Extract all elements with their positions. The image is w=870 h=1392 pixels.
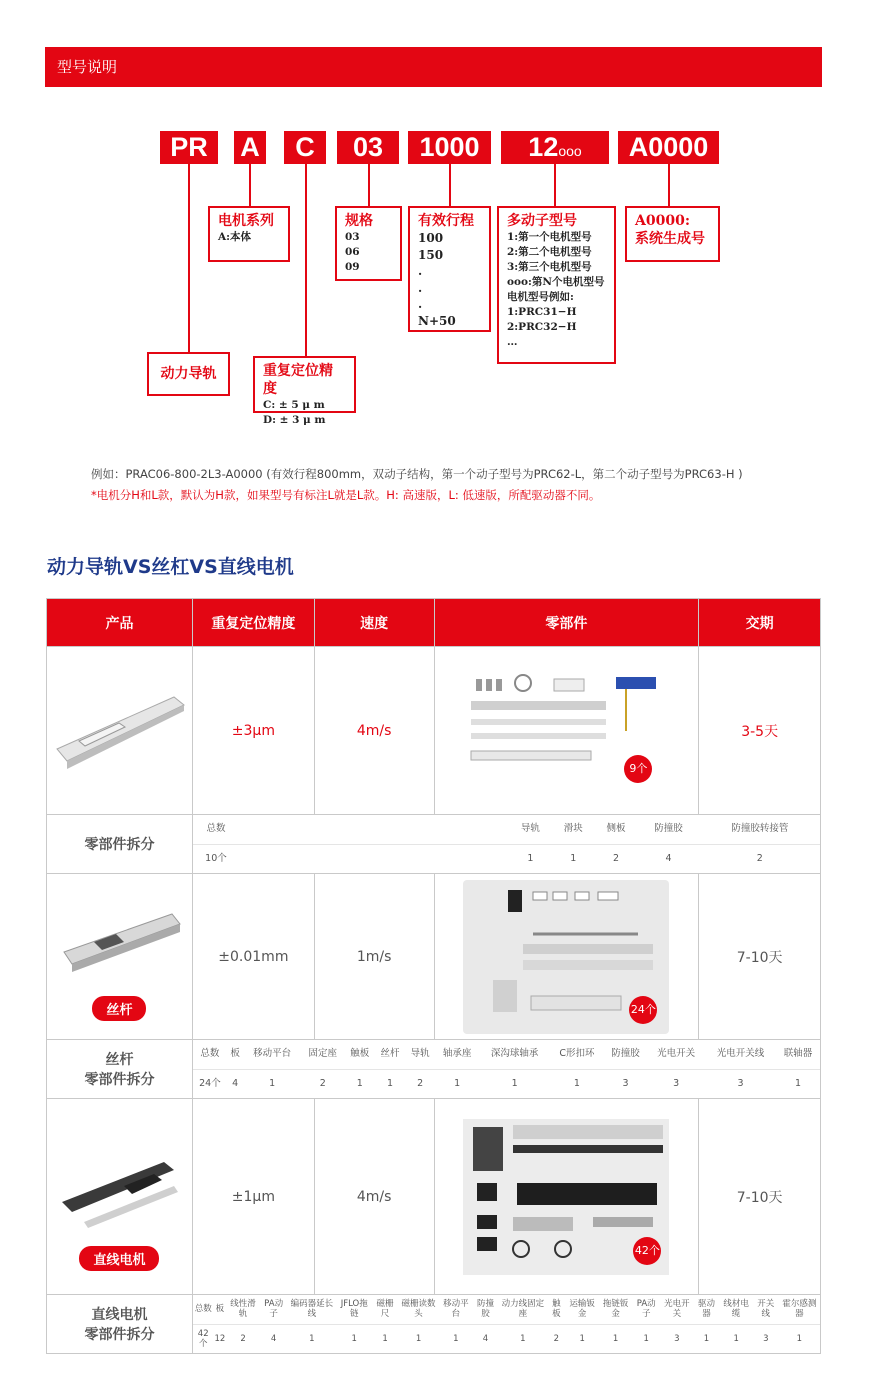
- breakdown-val: 3: [622, 1077, 629, 1089]
- breakdown-title-b: 零部件拆分: [84, 1072, 155, 1088]
- comparison-table: [46, 598, 821, 1354]
- breakdown-head: 固定座: [301, 1040, 345, 1069]
- section-title: 动力导轨VS丝杠VS直线电机: [47, 556, 294, 578]
- breakdown-val: 1: [269, 1077, 276, 1089]
- breakdown-head: 总数: [193, 1040, 227, 1069]
- header-precision: 重复定位精度: [192, 599, 314, 647]
- box-mover: [497, 206, 616, 364]
- breakdown-val: 2: [613, 852, 620, 864]
- table-row: [47, 647, 821, 815]
- lead-cell: 7-10天: [699, 874, 821, 1040]
- code-pr: PR: [160, 131, 218, 164]
- breakdown-row: [47, 1040, 821, 1099]
- breakdown-head: 拖链钣金: [599, 1295, 632, 1324]
- breakdown-val: 1: [612, 1333, 619, 1344]
- parts-count-badge: 42个: [633, 1237, 661, 1265]
- box-precision-line: C: ± 5 μ m: [263, 399, 325, 411]
- lead-cell: 3-5天: [699, 647, 821, 815]
- box-guide: [147, 352, 230, 396]
- breakdown-val: 1: [796, 1333, 803, 1344]
- breakdown-val: 4: [665, 852, 672, 864]
- code-system: A0000: [618, 131, 719, 164]
- box-stroke-line: 100: [418, 231, 444, 245]
- breakdown-title-a: 丝杆: [105, 1052, 134, 1068]
- product-image-linear: [47, 1099, 193, 1295]
- breakdown-head: 侧板: [595, 815, 638, 844]
- breakdown-val: 1: [454, 1077, 461, 1089]
- box-mover-line: 2:第二个电机型号: [507, 246, 592, 258]
- breakdown-val: 1: [703, 1333, 710, 1344]
- parts-count-badge: 9个: [624, 755, 652, 783]
- box-spec-line: 09: [345, 261, 360, 273]
- breakdown-val: 3: [737, 1077, 744, 1089]
- breakdown-head: PA动子: [260, 1295, 288, 1324]
- breakdown-head: 联轴器: [776, 1040, 820, 1069]
- breakdown-val: 1: [527, 852, 534, 864]
- breakdown-head: 防撞胶转接管: [700, 815, 820, 844]
- box-series-title: 电机系列: [218, 213, 274, 229]
- code-stroke: 1000: [408, 131, 491, 164]
- product-image-guide: [47, 647, 193, 815]
- breakdown-title: 零部件拆分: [47, 815, 193, 874]
- header-speed: 速度: [314, 599, 434, 647]
- breakdown-title-a: 直线电机: [91, 1307, 148, 1323]
- box-stroke-line: 150: [418, 247, 444, 262]
- breakdown-val: 3: [673, 1077, 680, 1089]
- box-system-line: 系统生成号: [635, 231, 705, 247]
- box-stroke-title: 有效行程: [418, 213, 474, 229]
- box-mover-line: ooo:第N个电机型号: [507, 276, 605, 288]
- breakdown-val: 4: [232, 1077, 239, 1089]
- breakdown-spacer: [239, 844, 509, 873]
- breakdown-val: 1: [511, 1077, 518, 1089]
- breakdown-val: 1: [643, 1333, 649, 1344]
- section-banner: 型号说明: [45, 47, 822, 87]
- header-product: 产品: [47, 599, 193, 647]
- breakdown-val: 1: [733, 1333, 739, 1344]
- code-c: C: [284, 131, 326, 164]
- box-stroke: [408, 206, 491, 332]
- parts-image: [463, 880, 669, 1034]
- precision-cell: ±3μm: [192, 647, 314, 815]
- box-system-title: A0000:: [635, 213, 690, 229]
- breakdown-head: JFLO拖链: [336, 1295, 372, 1324]
- breakdown-head: 轴承座: [435, 1040, 479, 1069]
- breakdown-table: [193, 1295, 820, 1353]
- breakdown-val: 2: [417, 1077, 424, 1089]
- box-precision-line: D: ± 3 μ m: [263, 414, 326, 426]
- connector: [368, 164, 370, 206]
- breakdown-val: 1: [386, 1077, 393, 1089]
- breakdown-head: 霍尔感测器: [779, 1295, 820, 1324]
- header-lead: 交期: [699, 599, 821, 647]
- breakdown-title-b: 零部件拆分: [84, 1327, 155, 1343]
- product-image-screw: [47, 874, 193, 1040]
- breakdown-cell: [192, 1040, 820, 1099]
- breakdown-val: 1: [573, 1077, 580, 1089]
- box-mover-title: 多动子型号: [507, 213, 577, 229]
- breakdown-spacer: [239, 815, 509, 844]
- box-spec-title: 规格: [345, 213, 373, 229]
- code-mover-suffix: ooo: [558, 143, 582, 159]
- example-text: 例如：PRAC06-800-2L3-A0000 (有效行程800mm，双动子结构，第一个动子型号为PRC62-L，第二个动子型号为PRC63-H ): [91, 467, 743, 481]
- header-parts: 零部件: [434, 599, 699, 647]
- breakdown-head: 开关线: [753, 1295, 779, 1324]
- power-guide-image: [49, 679, 189, 779]
- breakdown-head: 运输钣金: [565, 1295, 598, 1324]
- breakdown-head: 丝杆: [375, 1040, 405, 1069]
- breakdown-val: 1: [309, 1333, 315, 1344]
- code-mover: [501, 131, 609, 164]
- parts-cell: [434, 1099, 699, 1295]
- box-series: [208, 206, 290, 262]
- breakdown-val: 1: [453, 1333, 459, 1344]
- breakdown-head: 线材电缆: [719, 1295, 752, 1324]
- breakdown-head: 触板: [345, 1040, 375, 1069]
- parts-cell: [434, 874, 699, 1040]
- box-stroke-line: N+50: [418, 313, 456, 328]
- connector: [554, 164, 556, 206]
- breakdown-row: [47, 1295, 821, 1354]
- breakdown-head: 磁栅读数头: [398, 1295, 439, 1324]
- breakdown-head: C形扣环: [550, 1040, 603, 1069]
- breakdown-val: 42个: [197, 1328, 209, 1349]
- breakdown-val: 4: [482, 1333, 489, 1344]
- box-spec-line: 06: [345, 246, 360, 258]
- ball-screw-image: [54, 892, 184, 992]
- speed-cell: 1m/s: [314, 874, 434, 1040]
- breakdown-cell: [192, 1295, 820, 1354]
- breakdown-val: 2: [756, 852, 763, 864]
- breakdown-val: 1: [351, 1333, 357, 1344]
- table-row: [47, 1099, 821, 1295]
- breakdown-head: 光电开关线: [705, 1040, 776, 1069]
- breakdown-val: 1: [579, 1333, 585, 1344]
- box-mover-line: 3:第三个电机型号: [507, 261, 592, 273]
- box-precision: [253, 356, 356, 426]
- box-mover-line: 电机型号例如:: [507, 291, 574, 303]
- breakdown-table: [193, 1040, 820, 1098]
- box-stroke-line: .: [418, 264, 423, 278]
- breakdown-head: 编码器延长线: [287, 1295, 336, 1324]
- box-system: [625, 206, 720, 262]
- breakdown-head: 防撞胶: [637, 815, 699, 844]
- breakdown-val: 3: [763, 1333, 769, 1344]
- code-mover-main: 12: [528, 132, 559, 162]
- box-mover-line: 1:第一个电机型号: [507, 231, 592, 243]
- box-mover-line: 1:PRC31−H: [507, 306, 577, 318]
- product-pill-linear: 直线电机: [79, 1246, 159, 1271]
- breakdown-val: 24个: [199, 1077, 221, 1089]
- breakdown-val: 12: [214, 1333, 226, 1344]
- breakdown-val: 4: [270, 1333, 277, 1344]
- speed-cell: 4m/s: [314, 1099, 434, 1295]
- box-mover-line: 2:PRC32−H: [507, 321, 577, 333]
- parts-cell: [434, 647, 699, 815]
- breakdown-head: 导轨: [509, 815, 552, 844]
- breakdown-val: 1: [795, 1077, 802, 1089]
- box-spec-line: 03: [345, 231, 360, 243]
- breakdown-head: 磁栅尺: [372, 1295, 398, 1324]
- breakdown-head: 深沟球轴承: [479, 1040, 550, 1069]
- connector: [305, 164, 307, 356]
- box-spec: [335, 206, 402, 281]
- breakdown-cell: [192, 815, 820, 874]
- lead-cell: 7-10天: [699, 1099, 821, 1295]
- breakdown-head: 滑块: [552, 815, 595, 844]
- breakdown-table: [193, 815, 820, 873]
- breakdown-head: 总数: [193, 1295, 213, 1324]
- breakdown-head: 板: [227, 1040, 244, 1069]
- breakdown-title: [47, 1040, 193, 1099]
- breakdown-val: 1: [356, 1077, 363, 1089]
- connector: [188, 164, 190, 352]
- code-a: A: [234, 131, 266, 164]
- parts-image: [466, 671, 666, 791]
- breakdown-head: 驱动器: [694, 1295, 720, 1324]
- parts-image: [463, 1119, 669, 1275]
- breakdown-head: 板: [213, 1295, 226, 1324]
- breakdown-val: 2: [240, 1333, 246, 1344]
- breakdown-head: 导轨: [405, 1040, 435, 1069]
- box-guide-title: 动力导轨: [160, 366, 217, 382]
- breakdown-title: [47, 1295, 193, 1354]
- breakdown-val: 2: [319, 1077, 326, 1089]
- breakdown-head: 总数: [193, 815, 239, 844]
- note-text: *电机分H和L款，默认为H款，如果型号有标注L就是L款。H: 高速版，L: 低速版，所配驱动器不同。: [91, 488, 601, 502]
- box-stroke-line: .: [418, 280, 423, 295]
- connector: [249, 164, 251, 206]
- breakdown-head: 防撞胶: [604, 1040, 648, 1069]
- product-pill-screw: 丝杆: [92, 996, 146, 1021]
- code-spec: 03: [337, 131, 399, 164]
- breakdown-val: 1: [520, 1333, 526, 1344]
- box-mover-line: …: [507, 336, 518, 348]
- breakdown-head: 触板: [547, 1295, 565, 1324]
- box-series-line: A:本体: [218, 231, 252, 243]
- breakdown-row: [47, 815, 821, 874]
- parts-count-badge: 24个: [629, 996, 657, 1024]
- linear-motor-image: [54, 1122, 184, 1242]
- breakdown-head: 移动平台: [243, 1040, 300, 1069]
- box-stroke-line: .: [418, 297, 423, 311]
- breakdown-val: 3: [674, 1333, 680, 1344]
- breakdown-val: 10个: [205, 852, 227, 864]
- breakdown-val: 2: [553, 1333, 560, 1344]
- table-header-row: [47, 599, 821, 647]
- connector: [668, 164, 670, 206]
- box-precision-title: 重复定位精度: [263, 363, 333, 397]
- connector: [449, 164, 451, 206]
- breakdown-head: 线性滑轨: [226, 1295, 259, 1324]
- breakdown-head: 光电开关: [660, 1295, 693, 1324]
- breakdown-val: 1: [382, 1333, 388, 1344]
- table-row: [47, 874, 821, 1040]
- breakdown-head: 动力线固定座: [498, 1295, 547, 1324]
- breakdown-val: 1: [570, 852, 577, 864]
- breakdown-head: 移动平台: [439, 1295, 472, 1324]
- speed-cell: 4m/s: [314, 647, 434, 815]
- precision-cell: ±0.01mm: [192, 874, 314, 1040]
- breakdown-head: 防撞胶: [473, 1295, 499, 1324]
- precision-cell: ±1μm: [192, 1099, 314, 1295]
- breakdown-head: PA动子: [632, 1295, 660, 1324]
- breakdown-val: 1: [415, 1333, 422, 1344]
- breakdown-head: 光电开关: [647, 1040, 704, 1069]
